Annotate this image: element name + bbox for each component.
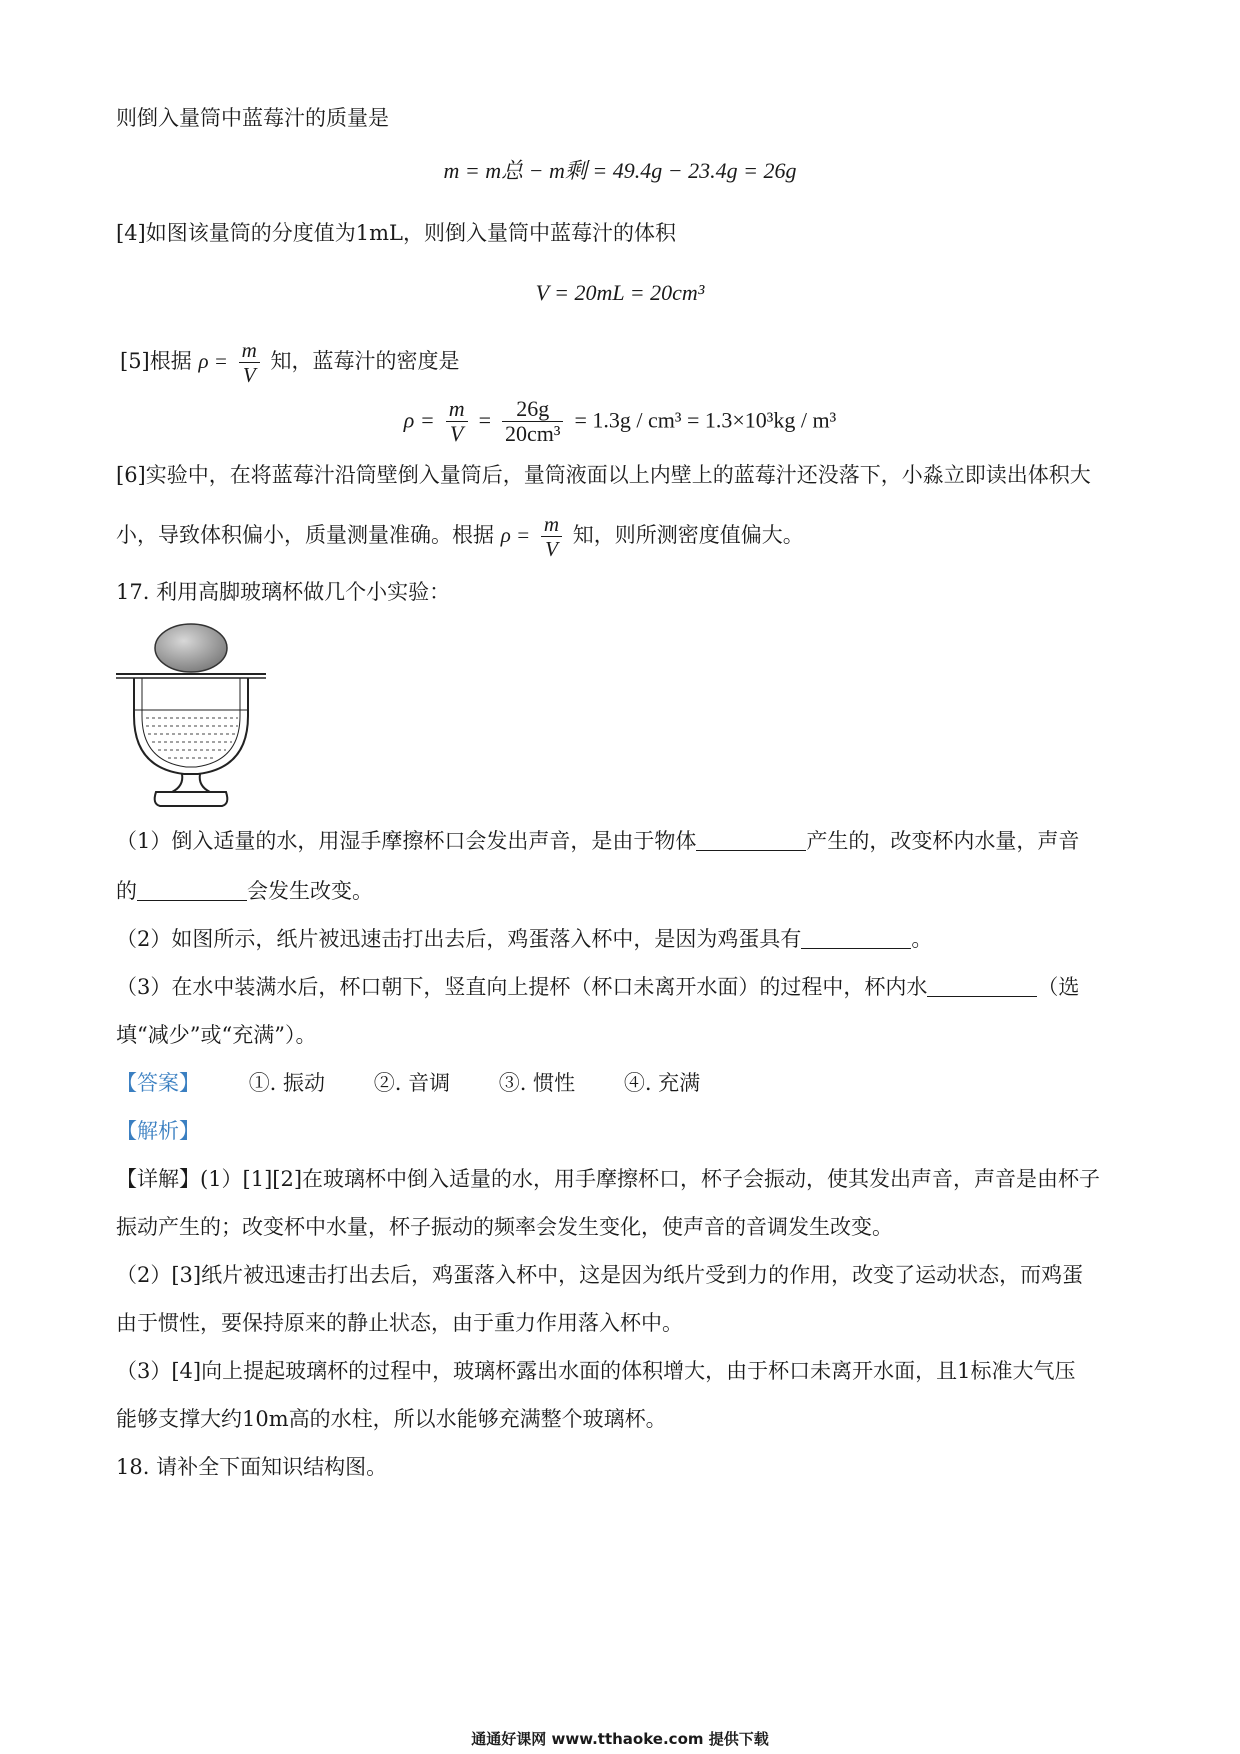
equation-mass [0, 154, 1240, 189]
formula-fraction: $\frac{m}{V}$ [446, 397, 468, 446]
answer-item: ①. 振动 [248, 1071, 326, 1095]
text-line: （2）[3]纸片被迅速击打出去后，鸡蛋落入杯中，这是因为纸片受到力的作用，改变了运动状态，而鸡蛋 [116, 1263, 1084, 1287]
egg-shape [155, 624, 227, 672]
glass-base [155, 792, 228, 806]
text-line: 小，导致体积偏小，质量测量准确。根据 ρ = $\frac{m}{V}$ 知，则所测密度值偏大。 [116, 512, 804, 561]
formula-fraction: $\frac{26g}{\text{20cm³}}$ [502, 397, 563, 446]
answer-item: ④. 充满 [623, 1071, 701, 1095]
analysis-label: 【解析】 [116, 1119, 200, 1143]
glass-egg-figure [112, 620, 272, 810]
text-line: [5]根据 ρ = $\frac{m}{V}$ 知，蓝莓汁的密度是 [120, 338, 460, 387]
text-line [116, 972, 1079, 1002]
text-line [116, 924, 932, 954]
text-fragment: 的 [116, 879, 137, 903]
text-line: （3）[4]向上提起玻璃杯的过程中，玻璃杯露出水面的体积增大，由于杯口未离开水面，且1标准大气压 [116, 1359, 1076, 1383]
text-fragment: 小，导致体积偏小，质量测量准确。根据 [116, 523, 494, 547]
equation-text: = 1.3g / cm³ = 1.3×10³kg / m³ [574, 407, 837, 433]
answer-row [116, 1068, 700, 1098]
text-fragment: 会发生改变。 [247, 879, 373, 903]
text-fragment: 知，蓝莓汁的密度是 [270, 349, 460, 373]
text-line [116, 826, 1079, 856]
equation-density: ρ = $\frac{m}{V}$ = $\frac{26g}{\text{20cm³}}$ = 1.3g / cm³ = 1.3×10³kg / m³ [403, 396, 837, 446]
equation-text: m = m总 − m剩 = 49.4g − 23.4g = 26g [443, 158, 797, 183]
water-dashes [146, 718, 238, 758]
text-fragment: （3）在水中装满水后，杯口朝下，竖直向上提杯（杯口未离开水面）的过程中，杯内水 [116, 975, 928, 999]
glass-stem [172, 774, 210, 792]
answer-blank[interactable] [801, 926, 911, 949]
formula-fraction: $\frac{m}{V}$ [239, 338, 260, 387]
text-fragment: （1）倒入适量的水，用湿手摩擦杯口会发出声音，是由于物体 [116, 829, 697, 853]
text-line: [6]实验中，在将蓝莓汁沿筒壁倒入量筒后，量筒液面以上内壁上的蓝莓汁还没落下，小淼立即读出体积大 [116, 463, 1091, 487]
formula-fraction: $\frac{m}{V}$ [541, 512, 562, 561]
answer-item: ③. 惯性 [498, 1071, 576, 1095]
text-line: 由于惯性，要保持原来的静止状态，由于重力作用落入杯中。 [116, 1311, 683, 1335]
text-line: 填“减少”或“充满”）。 [116, 1023, 317, 1047]
answer-blank[interactable] [137, 878, 247, 901]
text-fragment: 。 [911, 927, 933, 951]
equation-volume [0, 276, 1240, 311]
text-fragment: [5]根据 [120, 349, 192, 373]
text-line: [4]如图该量筒的分度值为1mL，则倒入量筒中蓝莓汁的体积 [116, 221, 676, 245]
text-line: 则倒入量筒中蓝莓汁的质量是 [116, 106, 389, 130]
text-fragment: （2）如图所示，纸片被迅速击打出去后，鸡蛋落入杯中，是因为鸡蛋具有 [116, 927, 802, 951]
answer-blank[interactable] [696, 828, 806, 851]
text-line: 振动产生的；改变杯中水量，杯子振动的频率会发生变化，使声音的音调发生改变。 [116, 1215, 893, 1239]
equation-text: V = 20mL = 20cm³ [535, 280, 705, 305]
text-line: 【详解】(1）[1][2]在玻璃杯中倒入适量的水，用手摩擦杯口，杯子会振动，使其发出声音，声音是由杯子 [116, 1167, 1101, 1191]
text-fragment: 产生的，改变杯内水量，声音 [806, 829, 1080, 853]
answer-blank[interactable] [927, 974, 1037, 997]
text-line: 能够支撑大约10m高的水柱，所以水能够充满整个玻璃杯。 [116, 1407, 667, 1431]
text-line [116, 876, 373, 906]
text-fragment: 知，则所测密度值偏大。 [572, 523, 804, 547]
page-footer: 通通好课网 www.tthaoke.com 提供下载 [471, 1730, 769, 1748]
text-fragment: （选 [1037, 975, 1080, 999]
answer-label: 【答案】 [116, 1071, 200, 1095]
question-18: 18. 请补全下面知识结构图。 [116, 1455, 388, 1479]
answer-item: ②. 音调 [373, 1071, 451, 1095]
question-17: 17. 利用高脚玻璃杯做几个小实验： [116, 580, 451, 604]
